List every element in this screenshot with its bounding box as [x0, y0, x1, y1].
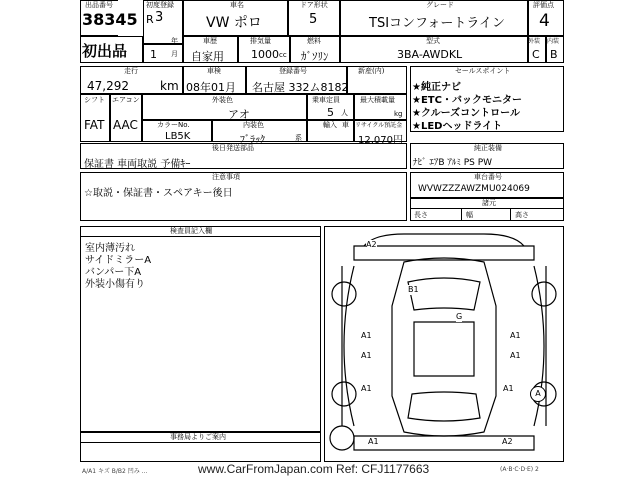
exterior-grade: C: [532, 48, 540, 61]
dims-height: 高さ: [515, 211, 529, 219]
footer-legend: A/A1 キズ B/B2 凹み ...: [82, 468, 148, 475]
sales-point-1: ★純正ナビ: [412, 82, 461, 93]
interior-color-label: 内装色: [243, 121, 264, 129]
shoppin-badge: 初出品: [82, 42, 128, 60]
capacity-label: 乗車定員: [312, 96, 340, 104]
grade: TSIコンフォートライン: [369, 16, 505, 31]
month-cell: [143, 44, 183, 63]
footer-legend-right: (A·B·C·D·E) 2: [500, 466, 539, 473]
damage-mark-a2-top: A2: [366, 240, 377, 249]
sales-point-2: ★ETC・バックモニター: [412, 95, 522, 106]
damage-mark-a1-bottom: A1: [368, 437, 379, 446]
first-reg-label: 初度登録: [146, 1, 174, 9]
damage-mark-a2-bottom: A2: [502, 437, 513, 446]
damage-mark-a1-right-1: A1: [510, 331, 521, 340]
fuel-label: 燃料: [307, 37, 321, 45]
color-no: LB5K: [165, 131, 191, 142]
inspector-line-3: バンパー下A: [85, 267, 142, 278]
capacity-unit: 人: [341, 109, 348, 117]
post-equip-label: 後日発送部品: [212, 144, 254, 152]
score-label: 評価点: [533, 1, 554, 9]
plate: 名古屋 332ム8182: [252, 81, 349, 94]
mileage: 47,292: [87, 79, 129, 93]
capacity: 5: [327, 106, 334, 119]
interior-color-suffix: 系: [295, 134, 302, 142]
shift: FAT: [84, 118, 105, 132]
car-diagram: [324, 226, 564, 462]
interior-label: 内装: [547, 38, 560, 45]
notes: ☆取説・保証書・スペアキー後日: [84, 188, 233, 199]
dims-label: 諸元: [482, 199, 496, 207]
equipment: ﾅﾋﾞ ｴｱB ｱﾙﾐ PS PW: [413, 158, 493, 168]
displacement-label: 排気量: [250, 37, 271, 45]
aircon: AAC: [113, 118, 138, 132]
sales-point-label: セールスポイント: [455, 67, 511, 75]
max-load-label: 最大積載量: [360, 96, 395, 104]
dims-width: 幅: [466, 211, 473, 219]
displacement-unit: cc: [279, 51, 287, 59]
inspector-label: 検査員記入欄: [170, 227, 212, 235]
chassis-label: 車台番号: [474, 173, 502, 181]
color-no-label: カラーNo.: [157, 121, 190, 129]
score: 4: [539, 11, 550, 31]
tax-label: 新産(内): [358, 67, 385, 75]
dims-sep-1: [461, 208, 462, 221]
usage: 自家用: [191, 50, 224, 63]
usage-label: 車歴: [203, 37, 217, 45]
interior-color: ﾌﾞﾗｯｸ: [240, 135, 265, 146]
recycle: 12,070円: [358, 135, 403, 146]
damage-mark-a1-left-3: A1: [361, 384, 372, 393]
damage-mark-a-circle: A: [530, 386, 546, 402]
recycle-label: リサイクル預託金: [355, 122, 403, 129]
dims-divider: [410, 208, 564, 209]
damage-mark-g: G: [456, 312, 463, 321]
sales-point-4: ★LEDヘッドライト: [412, 121, 503, 132]
fuel: ｶﾞｿﾘﾝ: [301, 50, 329, 63]
interior-grade: B: [550, 48, 558, 61]
mileage-unit: km: [160, 79, 179, 93]
watermark: www.CarFromJapan.com Ref: CFJ1177663: [198, 462, 430, 476]
dims-sep-2: [510, 208, 511, 221]
damage-mark-a1-left-2: A1: [361, 351, 372, 360]
chassis: WVWZZZAWZMU024069: [418, 184, 530, 194]
shift-label: シフト: [84, 96, 105, 104]
office-divider: [80, 442, 321, 443]
notes-label: 注意事項: [212, 173, 240, 181]
office-label: 事務局よりご案内: [170, 433, 226, 441]
max-load-unit: kg: [394, 110, 403, 118]
doors: 5: [309, 12, 318, 27]
damage-mark-a1-right-3: A1: [503, 384, 514, 393]
inspector-line-4: 外装小傷有り: [85, 279, 145, 290]
import-tag: 車: [342, 121, 349, 129]
equipment-label: 純正装備: [474, 144, 502, 152]
inspector-divider: [80, 236, 321, 237]
post-equip: 保証書 車両取説 予備ｷｰ: [84, 159, 191, 170]
doors-label: ドア形状: [300, 1, 328, 9]
sales-point-3: ★クルーズコントロール: [412, 108, 520, 119]
year-unit: 年: [171, 37, 178, 45]
color: アオ: [228, 108, 250, 121]
damage-mark-a1-left-1: A1: [361, 331, 372, 340]
plate-label: 登録番号: [279, 67, 307, 75]
aircon-label: エアコン: [112, 96, 140, 104]
model: 3BA-AWDKL: [397, 48, 463, 61]
mileage-label: 走行: [124, 67, 138, 75]
damage-mark-a1-right-2: A1: [510, 351, 521, 360]
displacement: 1000: [251, 48, 279, 61]
inspector-line-2: サイドミラーA: [85, 255, 152, 266]
shaken: 08年01月: [186, 81, 236, 94]
import-label: 輸入: [323, 121, 337, 129]
lot-number: 38345: [82, 10, 138, 29]
model-label: 型式: [426, 37, 440, 45]
color-label: 外装色: [212, 96, 233, 104]
damage-mark-b1: B1: [408, 285, 419, 294]
month-unit: 月: [171, 50, 178, 58]
exterior-label: 外装: [528, 38, 541, 45]
reg-month: 1: [150, 48, 157, 61]
dims-length: 長さ: [414, 211, 428, 219]
grade-label: グレード: [426, 1, 454, 9]
inspector-line-1: 室内薄汚れ: [85, 243, 135, 254]
shaken-label: 車検: [207, 67, 221, 75]
lot-label: 出品番号: [85, 1, 113, 9]
car-name-label: 車名: [230, 1, 244, 9]
reg-year: 3: [155, 10, 164, 25]
era: R: [146, 13, 154, 26]
car-name: VW ポロ: [206, 15, 262, 31]
